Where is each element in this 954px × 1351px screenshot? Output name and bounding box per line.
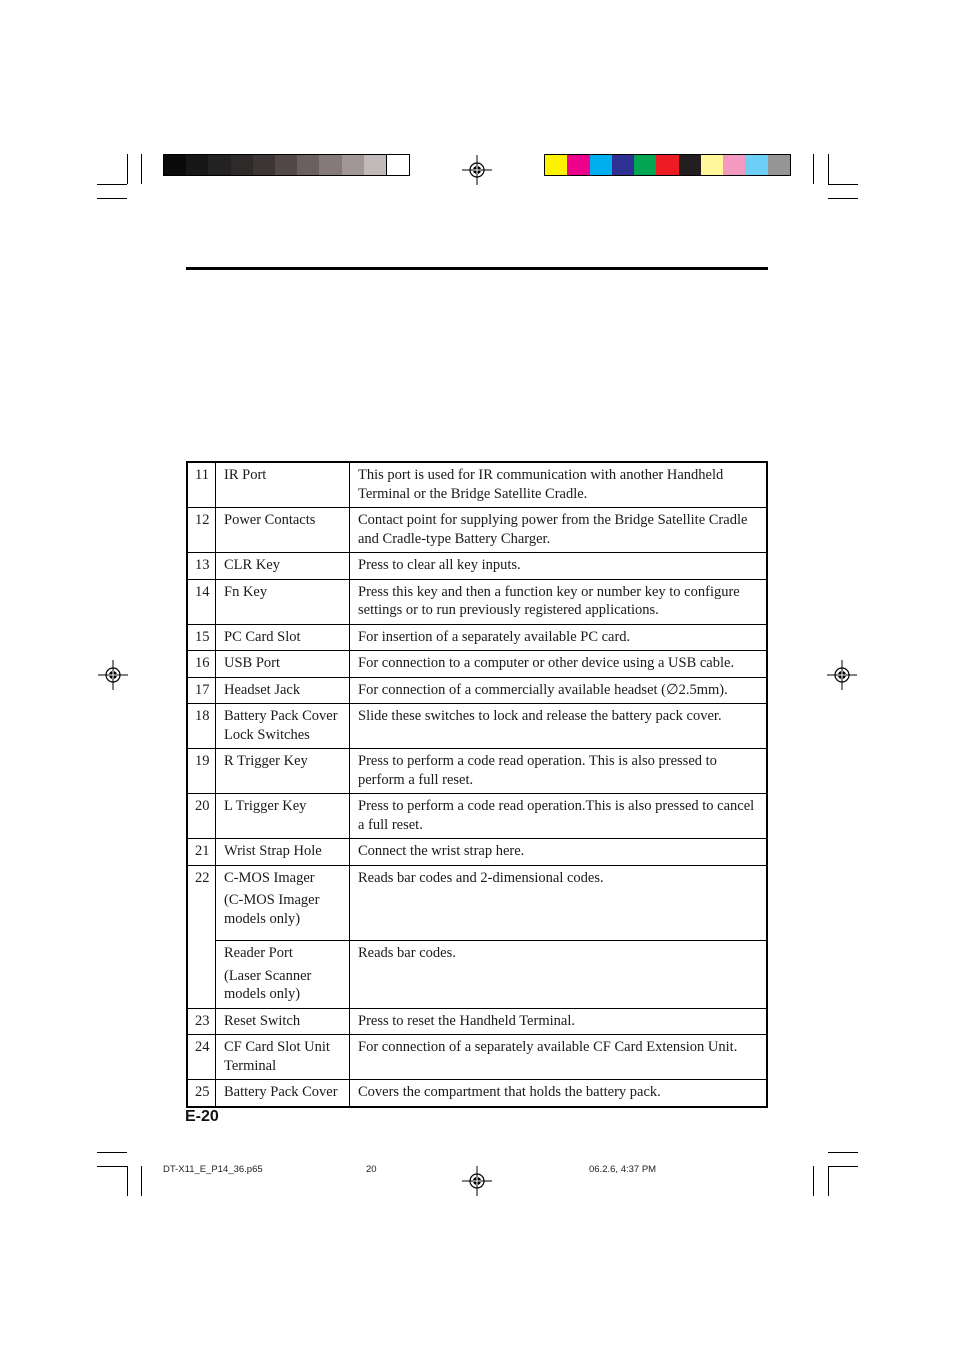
color-swatch [319,155,341,175]
color-swatch [297,155,319,175]
header-rule [186,267,768,270]
color-swatch [656,155,678,175]
crop-mark [813,154,814,184]
part-description: Covers the compartment that holds the battery pack. [350,1080,768,1107]
table-row [187,579,767,624]
item-number: 14 [187,579,216,624]
part-description: Contact point for supplying power from the Bridge Satellite Cradle and Cradle-type Battery Charger. [350,508,768,553]
color-swatch [342,155,364,175]
part-name-text: Wrist Strap Hole [224,843,322,859]
part-name [216,553,350,580]
crop-mark [828,1166,829,1196]
part-name [216,1080,350,1107]
part-name [216,1035,350,1080]
item-number: 12 [187,508,216,553]
registration-mark-icon [462,1166,492,1196]
part-name-note: (C-MOS Imager models only) [224,892,320,927]
item-number: 22 [187,865,216,1008]
table-row [187,1035,767,1080]
part-name-text: L Trigger Key [224,798,307,814]
color-swatch [364,155,386,175]
color-swatch [701,155,723,175]
part-description: For connection of a separately available CF Card Extension Unit. [350,1035,768,1080]
table-row [187,704,767,749]
part-name [216,749,350,794]
crop-mark [127,154,128,184]
part-description: This port is used for IR communication with another Handheld Terminal or the Bridge Satellite Cradle. [350,462,768,508]
item-number: 11 [187,462,216,508]
table-row [187,865,767,941]
item-number: 16 [187,651,216,678]
part-name [216,462,350,508]
color-swatch [612,155,634,175]
part-name-text: Battery Pack Cover Lock Switches [224,708,338,743]
crop-mark [828,198,858,199]
item-number: 21 [187,839,216,866]
color-swatch [231,155,253,175]
color-swatch [275,155,297,175]
part-description: Press this key and then a function key or number key to configure settings or to run previously registered applications. [350,579,768,624]
color-swatch [164,155,186,175]
color-swatch [567,155,589,175]
crop-mark [141,1166,142,1196]
item-number: 19 [187,749,216,794]
color-swatch [545,155,567,175]
part-description: For connection to a computer or other device using a USB cable. [350,651,768,678]
parts-table [186,461,768,1108]
registration-mark-icon [462,155,492,185]
crop-mark [141,154,142,184]
part-name-text: CLR Key [224,557,280,573]
part-name-text: Power Contacts [224,512,316,528]
crop-mark [127,1166,128,1196]
part-description: Connect the wrist strap here. [350,839,768,866]
part-description: Reads bar codes. [350,941,768,1009]
table-row [187,624,767,651]
item-number: 25 [187,1080,216,1107]
color-swatch [186,155,208,175]
color-swatch [208,155,230,175]
part-name-text: Reset Switch [224,1012,301,1029]
part-name [216,794,350,839]
crop-mark [828,184,858,185]
color-swatch [745,155,767,175]
part-name [216,704,350,749]
part-name [216,941,350,1009]
color-swatch [768,155,790,175]
part-name-text: IR Port [224,467,267,483]
crop-mark [97,198,127,199]
part-name [216,865,350,941]
grayscale-color-bar [163,154,410,176]
part-name [216,579,350,624]
part-description: Press to clear all key inputs. [350,553,768,580]
part-description: Press to perform a code read operation. This is also pressed to perform a full reset. [350,749,768,794]
part-name-text: Reader Port [224,945,293,961]
crop-mark [828,154,829,184]
table-row [187,651,767,678]
part-name-text: Battery Pack Cover [224,1084,338,1100]
color-swatch [386,155,409,175]
item-number: 24 [187,1035,216,1080]
part-name [216,651,350,678]
table-row [187,677,767,704]
part-name-text: R Trigger Key [224,753,308,769]
part-name [216,677,350,704]
table-row [187,749,767,794]
table-row [187,462,767,508]
item-number: 23 [187,1008,216,1035]
part-name-text: Fn Key [224,583,268,600]
crop-mark [97,1166,127,1167]
registration-mark-icon [98,660,128,690]
item-number: 20 [187,794,216,839]
part-name-note: (Laser Scanner models only) [224,967,312,1002]
color-swatch [723,155,745,175]
table-row [187,1080,767,1107]
crop-mark [828,1166,858,1167]
table-row [187,553,767,580]
process-color-bar [544,154,791,176]
item-number: 18 [187,704,216,749]
part-name-text: C-MOS Imager [224,869,315,886]
part-description: Slide these switches to lock and release the battery pack cover. [350,704,768,749]
part-name [216,839,350,866]
footer-timestamp: 06.2.6, 4:37 PM [589,1164,657,1175]
part-name-text: Headset Jack [224,681,301,698]
table-row [187,941,767,1009]
color-swatch [634,155,656,175]
part-description: For connection of a commercially available headset (∅2.5mm). [350,677,768,704]
registration-mark-icon [827,660,857,690]
crop-mark [813,1166,814,1196]
part-name-text: CF Card Slot Unit Terminal [224,1039,330,1074]
footer-filename: DT-X11_E_P14_36.p65 [163,1164,263,1175]
part-name [216,508,350,553]
part-description: Press to reset the Handheld Terminal. [350,1008,768,1035]
part-description: Press to perform a code read operation.This is also pressed to cancel a full reset. [350,794,768,839]
part-name-text: PC Card Slot [224,628,301,645]
table-row [187,1008,767,1035]
part-description: Reads bar codes and 2-dimensional codes. [350,865,768,941]
part-name [216,624,350,651]
crop-mark [828,1152,858,1153]
table-row [187,839,767,866]
part-description: For insertion of a separately available PC card. [350,624,768,651]
page-number: E-20 [185,1108,219,1125]
item-number: 17 [187,677,216,704]
table-row [187,508,767,553]
footer-page: 20 [366,1164,377,1175]
color-swatch [590,155,612,175]
color-swatch [253,155,275,175]
item-number: 13 [187,553,216,580]
table-row [187,794,767,839]
crop-mark [97,184,127,185]
item-number: 15 [187,624,216,651]
crop-mark [97,1152,127,1153]
part-name-text: USB Port [224,655,281,671]
color-swatch [679,155,701,175]
part-name [216,1008,350,1035]
